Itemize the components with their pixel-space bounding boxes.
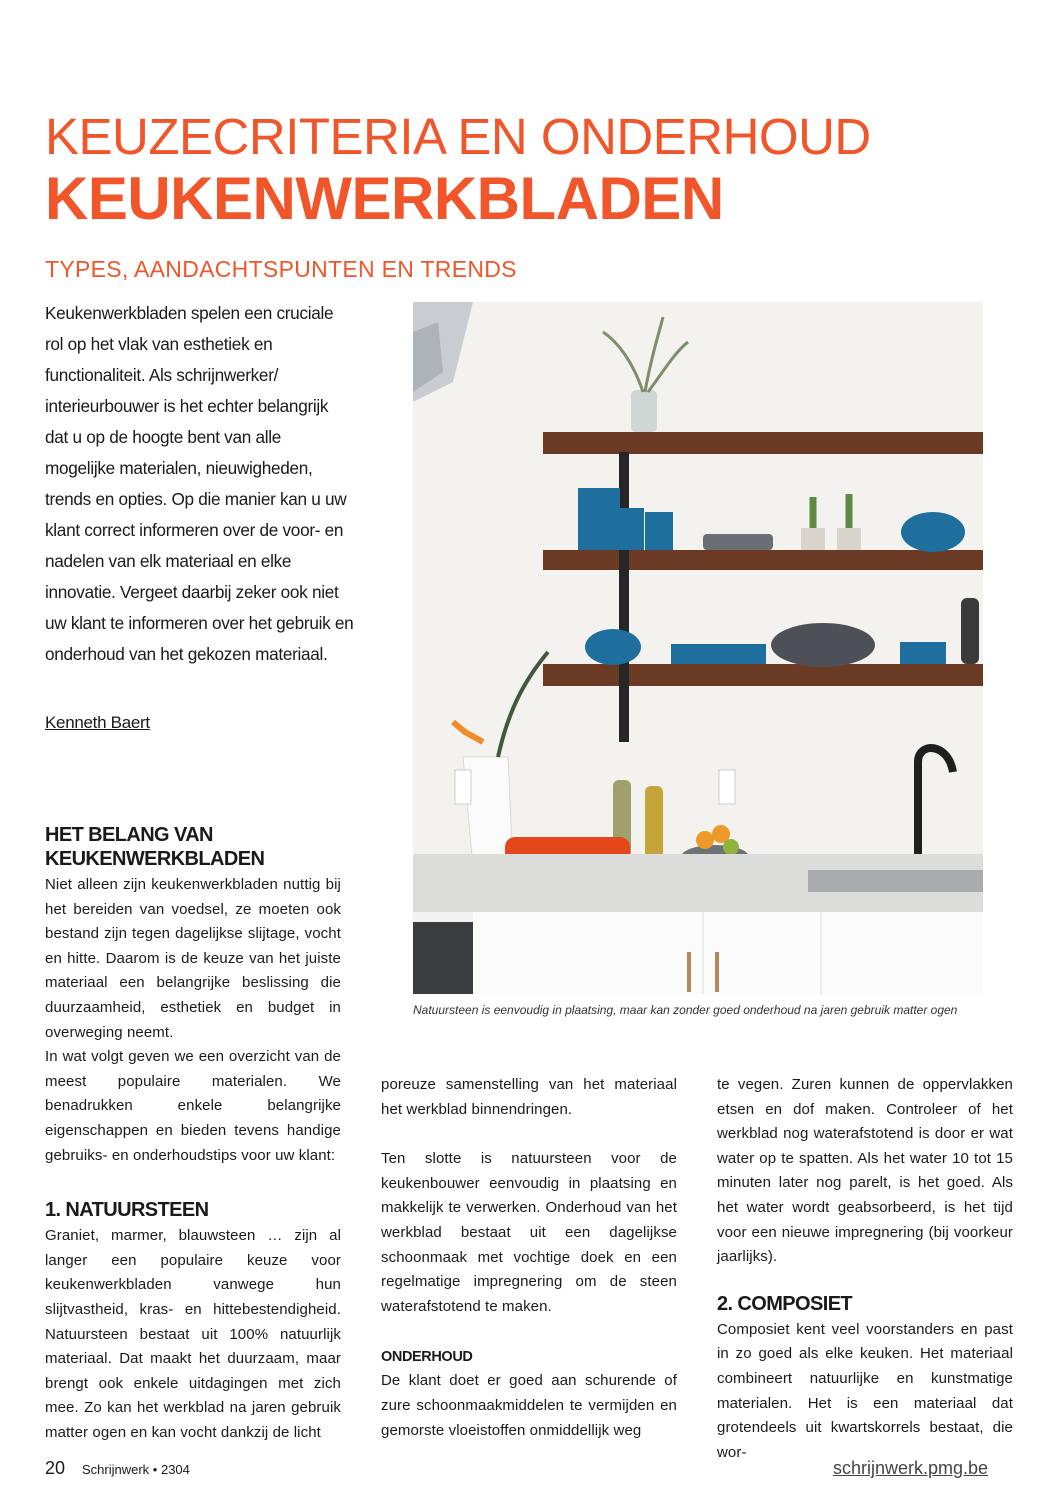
photo-caption: Natuursteen is eenvoudig in plaatsing, maar kan zonder goed onderhoud na jaren gebruik matter ogen — [413, 1003, 958, 1017]
shelf-middle — [543, 550, 983, 570]
article-subtitle: TYPES, AANDACHTSPUNTEN EN TRENDS — [45, 256, 517, 282]
cactus-pot-2 — [837, 528, 861, 550]
page-number: 20 — [45, 1458, 66, 1478]
col2-paragraph-1: poreuze samenstelling van het materiaal het werkblad binnendringen. — [381, 1076, 677, 1118]
white-cabinets — [473, 912, 983, 994]
intro-paragraph: Keukenwerkbladen spelen een cruciale rol op het vlak van esthetiek en functionaliteit. Als schrijnwerker/ interieurbouwer is het echter belangrijk dat u op de hoogte bent van alle mogelijke materialen, nieuwigheden, trends en opties. Op die manier kan u uw klant correct informeren over de voor- en nadelen van elk materiaal en elke innovatie. Vergeet daarbij zeker ook niet uw klant te informeren over het gebruik en onderhoud van het gekozen materiaal. — [45, 303, 354, 664]
belang-paragraph-2: In wat volgt geven we een overzicht van de meest populaire materialen. We benadrukken enkele belangrijke eigenschappen en bieden tevens handige gebruiks- en onderhoudstips voor uw klant: — [45, 1048, 341, 1164]
column-2 — [381, 1073, 677, 1443]
col3-paragraph-1: te vegen. Zuren kunnen de oppervlakken etsen en dof maken. Controleer of het werkblad nog waterafstotend is door er wat water op te spatten. Als het water 10 tot 15 minuten later nog parelt, is het goed. Als het water wordt geabsorbeerd, is het tijd voor een nieuwe impregnering (bij voorkeur jaarlijks). — [717, 1076, 1013, 1266]
section-heading-natuursteen: 1. NATUURSTEEN — [45, 1199, 209, 1222]
section-heading-belang: HET BELANG VAN KEUKENWERKBLADEN — [45, 824, 265, 870]
article-title: KEUKENWERKBLADEN — [45, 165, 724, 232]
column-3 — [717, 1073, 1013, 1465]
blue-bowl — [585, 629, 641, 665]
kitchen-photo — [413, 302, 983, 994]
composiet-paragraph: Composiet kent veel voorstanders en past in zo goed als elke keuken. Het materiaal combineert natuurlijke en kunstmatige materialen. Het is een materiaal dat grotendeels uit kwartskorrels bestaat, die wor- — [717, 1320, 1013, 1461]
subheading-onderhoud: ONDERHOUD — [381, 1349, 473, 1366]
cactus-pot-1 — [801, 528, 825, 550]
natuursteen-paragraph: Graniet, marmer, blauwsteen … zijn al langer een populaire keuze voor keukenwerkbladen vanwege hun slijtvastheid, kras- en hittebestendigheid. Natuursteen bestaat uit 100% natuurlijk materiaal. Dat maakt het duurzaam, maar brengt ook enkele uitdagingen met zich mee. Zo kan het werkblad na jaren gebruik matter ogen en kan vocht dankzij de licht — [45, 1227, 341, 1441]
author-link[interactable]: Kenneth Baert — [45, 713, 150, 732]
belang-paragraph-1: Niet alleen zijn keukenwerkbladen nuttig bij het bereiden van voedsel, ze moeten ook bestand zijn tegen dagelijkse slijtage, vocht en hitte. Daarom is de keuze van het juiste materiaal een belangrijke beslissing die duurzaamheid, esthetiek en budget in overweging neemt. — [45, 876, 341, 1041]
shelf-bottom — [543, 664, 983, 686]
oil-bottle-2 — [645, 786, 663, 858]
pepper-mill — [961, 598, 979, 664]
col2-paragraph-3: De klant doet er goed aan schurende of zure schoonmaakmiddelen te vermijden en gemorste vloeistoffen onmiddellijk weg — [381, 1372, 677, 1439]
grey-pot — [771, 623, 875, 667]
blue-pot — [901, 512, 965, 552]
col2-paragraph-2: Ten slotte is natuursteen voor de keukenbouwer eenvoudig in plaatsing en makkelijk te verwerken. Onderhoud van het werkblad bestaat uit een dagelijkse schoonmaak met vochtige doek en een regelmatige impregnering om de steen waterafstotend te maken. — [381, 1150, 677, 1315]
website-link[interactable]: schrijnwerk.pmg.be — [832, 1458, 988, 1478]
magazine-issue: Schrijnwerk • 2304 — [82, 1462, 190, 1477]
section-heading-composiet: 2. COMPOSIET — [717, 1292, 853, 1315]
column-1 — [45, 823, 341, 1445]
shelf-top — [543, 432, 983, 454]
article-kicker: KEUZECRITERIA EN ONDERHOUD — [45, 108, 871, 165]
